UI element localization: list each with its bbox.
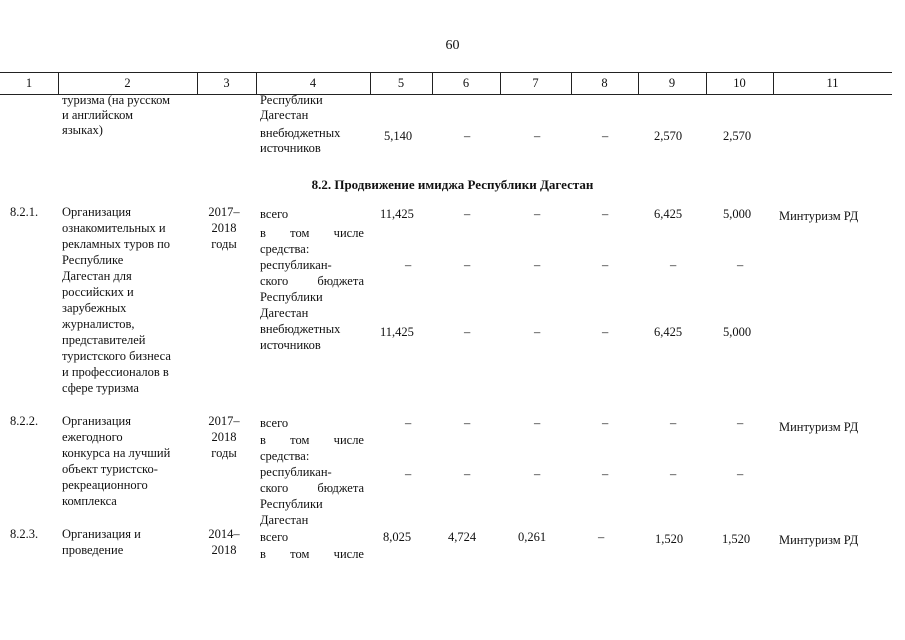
source-budget-line <box>260 481 364 496</box>
source-budget-label: республикан- <box>260 258 332 272</box>
cont-source-line: внебюджетных <box>260 126 341 140</box>
value-col7: 0,261 <box>518 530 547 544</box>
value-col6: – <box>464 207 471 221</box>
row-name-line: конкурса на лучший <box>62 446 171 460</box>
source-incl-word: в <box>260 547 266 561</box>
row-name-line: Республике <box>62 253 124 267</box>
source-incl-word: в <box>260 433 266 447</box>
value-col10: 5,000 <box>723 325 752 339</box>
row-name-line: Дагестан для <box>62 269 132 283</box>
row-years-line: годы <box>211 237 237 251</box>
row-name-line: представителей <box>62 333 146 347</box>
row-name-line: сфере туризма <box>62 381 139 395</box>
value-col7: – <box>534 258 541 272</box>
row-years-line: 2017– <box>208 414 240 428</box>
row-years-line: 2018 <box>211 430 237 444</box>
cont-value-col10: 2,570 <box>723 129 752 143</box>
header-col-9: 9 <box>668 76 676 90</box>
row-name-line: российских и <box>62 285 134 299</box>
value-col6: – <box>464 416 471 430</box>
value-col9: – <box>670 258 677 272</box>
value-col8: – <box>598 530 605 544</box>
value-col9: 1,520 <box>655 532 684 546</box>
source-means-label: средства: <box>260 242 310 256</box>
value-col6: – <box>464 325 471 339</box>
source-budget-word: ского <box>260 274 289 288</box>
row-name-line: журналистов, <box>62 317 135 331</box>
value-col7: – <box>534 416 541 430</box>
row-name-line: Организация <box>62 205 131 219</box>
value-col9: – <box>670 467 677 481</box>
value-col5: – <box>405 467 412 481</box>
source-budget-word: бюджета <box>317 274 364 288</box>
header-col-4: 4 <box>309 76 317 90</box>
cont-source-line: источников <box>260 141 321 155</box>
source-budget-label: республикан- <box>260 465 332 479</box>
row-name-line: ознакомительных и <box>62 221 166 235</box>
row-years-line: годы <box>211 446 237 460</box>
source-extra-label: внебюджетных <box>260 322 341 336</box>
row-name-line: объект туристско- <box>62 462 158 476</box>
source-incl-word: числе <box>333 547 364 561</box>
value-col5: – <box>405 416 412 430</box>
value-col6: 4,724 <box>448 530 477 544</box>
row-name-line: комплекса <box>62 494 117 508</box>
source-region-label: Дагестан <box>260 513 309 527</box>
header-col-8: 8 <box>601 76 608 90</box>
cont-value-col7: – <box>534 129 541 143</box>
cont-name-line: туризма (на русском <box>62 93 171 107</box>
value-col10: 5,000 <box>723 207 752 221</box>
value-col7: – <box>534 325 541 339</box>
source-incl-word: в <box>260 226 266 240</box>
source-region-label: Республики <box>260 497 323 511</box>
header-col-2: 2 <box>124 76 131 90</box>
value-col9: 6,425 <box>654 207 683 221</box>
row-number: 8.2.1. <box>10 205 39 219</box>
row-name-line: Организация и <box>62 527 141 541</box>
header-top-rule <box>0 72 892 73</box>
cont-name-line: и английском <box>62 108 134 122</box>
row-number: 8.2.2. <box>10 414 39 428</box>
cont-name-line: языках) <box>62 123 103 137</box>
header-col-3: 3 <box>223 76 230 90</box>
header-col-11: 11 <box>826 76 839 90</box>
executor: Минтуризм РД <box>779 209 859 223</box>
value-col5: – <box>405 258 412 272</box>
cont-value-col6: – <box>464 129 471 143</box>
source-total-label: всего <box>260 416 289 430</box>
source-budget-line <box>260 274 364 289</box>
row-name-line: ежегодного <box>62 430 123 444</box>
source-incl-line <box>260 433 364 448</box>
source-region-label: Дагестан <box>260 306 309 320</box>
row-number: 8.2.3. <box>10 527 39 541</box>
value-col6: – <box>464 258 471 272</box>
cont-value-col9: 2,570 <box>654 129 683 143</box>
row-name-line: проведение <box>62 543 124 557</box>
value-col10: 1,520 <box>722 532 751 546</box>
row-name-line: зарубежных <box>62 301 127 315</box>
value-col9: 6,425 <box>654 325 683 339</box>
row-name-line: туристского бизнеса <box>62 349 171 363</box>
source-region-label: Республики <box>260 290 323 304</box>
source-budget-word: бюджета <box>317 481 364 495</box>
header-col-5: 5 <box>397 76 405 90</box>
value-col8: – <box>602 207 609 221</box>
source-budget-word: ского <box>260 481 289 495</box>
row-years-line: 2018 <box>211 221 237 235</box>
cont-value-col5: 5,140 <box>384 129 413 143</box>
cont-source-line: Республики <box>260 93 323 107</box>
source-incl-word: том <box>290 226 310 240</box>
source-extra-label: источников <box>260 338 321 352</box>
source-incl-word: том <box>290 433 310 447</box>
page-number: 60 <box>445 38 460 53</box>
value-col7: – <box>534 207 541 221</box>
value-col8: – <box>602 325 609 339</box>
value-col8: – <box>602 467 609 481</box>
row-years-line: 2018 <box>211 543 237 557</box>
header-col-6: 6 <box>462 76 470 90</box>
cont-source-line: Дагестан <box>260 108 309 122</box>
value-col5: 11,425 <box>380 207 414 221</box>
value-col10: – <box>737 416 744 430</box>
source-incl-word: числе <box>333 226 364 240</box>
row-years-line: 2014– <box>208 527 240 541</box>
executor: Минтуризм РД <box>779 420 859 434</box>
row-years-line: 2017– <box>208 205 240 219</box>
row-name-line: Организация <box>62 414 131 428</box>
value-col7: – <box>534 467 541 481</box>
value-col5: 11,425 <box>380 325 414 339</box>
section-title: 8.2. Продвижение имиджа Республики Дагестан <box>311 177 594 192</box>
source-means-label: средства: <box>260 449 310 463</box>
value-col10: – <box>737 467 744 481</box>
value-col10: – <box>737 258 744 272</box>
value-col8: – <box>602 258 609 272</box>
source-incl-word: том <box>290 547 310 561</box>
row-name-line: рекламных туров по <box>62 237 171 251</box>
value-col8: – <box>602 416 609 430</box>
row-name-line: рекреационного <box>62 478 148 492</box>
executor: Минтуризм РД <box>779 533 859 547</box>
cont-value-col8: – <box>602 129 609 143</box>
source-incl-word: числе <box>333 433 364 447</box>
row-name-line: и профессионалов в <box>62 365 169 379</box>
header-col-10: 10 <box>733 76 746 90</box>
source-incl-line <box>260 226 364 241</box>
source-total-label: всего <box>260 530 289 544</box>
header-col-7: 7 <box>532 76 539 90</box>
value-col5: 8,025 <box>383 530 412 544</box>
value-col6: – <box>464 467 471 481</box>
header-col-1: 1 <box>25 76 33 90</box>
source-incl-line <box>260 547 364 562</box>
value-col9: – <box>670 416 677 430</box>
source-total-label: всего <box>260 207 289 221</box>
